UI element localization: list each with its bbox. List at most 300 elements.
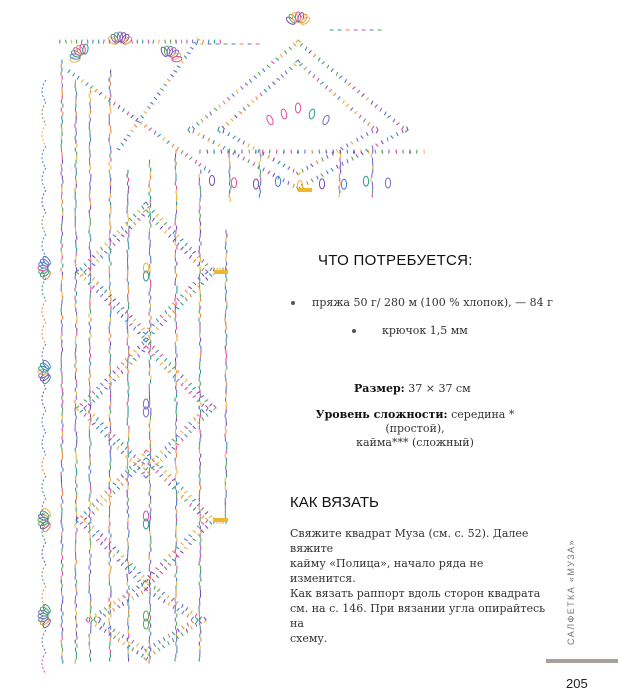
stitch-mark — [298, 40, 300, 42]
stitch-mark — [283, 179, 284, 182]
stitch-mark — [125, 471, 127, 474]
stitch-mark — [97, 426, 99, 428]
stitch-mark — [152, 324, 155, 326]
stitch-mark — [202, 404, 204, 406]
stitch-mark — [130, 459, 132, 461]
stitch-mark — [249, 150, 250, 153]
stitch-mark — [181, 151, 183, 154]
stitch-mark — [201, 522, 204, 524]
stitch-mark — [131, 115, 133, 117]
stitch-mark — [121, 235, 124, 237]
stitch-mark — [153, 651, 155, 654]
stitch-mark — [141, 591, 142, 594]
stitch-mark — [263, 152, 264, 155]
stitch-mark — [176, 435, 179, 437]
stitch-mark — [163, 638, 165, 641]
stitch-mark — [189, 423, 192, 425]
stitch-mark — [152, 346, 154, 348]
stitch-mark — [173, 239, 175, 242]
stitch-mark — [263, 69, 265, 72]
stitch-mark — [172, 639, 173, 642]
stitch-mark — [367, 133, 368, 136]
scallop-mark — [42, 212, 46, 234]
stitch-mark — [105, 290, 107, 293]
stitch-mark — [305, 47, 306, 50]
stitch-mark — [117, 367, 119, 369]
stitch-mark — [190, 294, 192, 297]
stitch-mark — [148, 214, 150, 217]
stitch-mark — [84, 526, 86, 528]
stitch-mark — [103, 40, 104, 43]
stitch-mark — [189, 495, 192, 497]
stitch-mark — [208, 170, 210, 173]
stitch-mark — [191, 621, 193, 623]
stitch-mark — [114, 636, 116, 639]
stitch-mark — [189, 535, 192, 537]
stitch-mark — [147, 206, 150, 208]
stitch-mark — [181, 383, 183, 385]
stitch-mark — [165, 231, 167, 233]
stitch-mark — [124, 139, 127, 141]
stitch-mark — [156, 358, 158, 360]
stitch-mark — [154, 644, 156, 647]
stitch-mark — [186, 608, 188, 611]
stitch-mark — [99, 93, 101, 95]
stitch-mark — [387, 138, 388, 141]
stitch-mark — [210, 274, 212, 276]
stitch-mark — [92, 534, 95, 536]
stitch-mark — [154, 594, 156, 597]
stitch-mark — [68, 70, 70, 73]
stitch-mark — [226, 123, 228, 125]
stitch-mark — [88, 410, 90, 413]
stitch-mark — [129, 475, 131, 477]
petal-mark — [295, 103, 300, 113]
stitch-mark — [138, 324, 141, 326]
requirement-hook: крючок 1,5 мм — [382, 324, 468, 337]
stitch-mark — [156, 214, 158, 216]
stitch-mark — [181, 495, 183, 498]
stitch-mark — [84, 264, 86, 266]
stitch-mark — [156, 462, 158, 464]
stitch-mark — [197, 256, 199, 258]
stitch-mark — [105, 491, 107, 493]
stitch-mark — [372, 126, 374, 129]
stitch-mark — [121, 555, 124, 557]
stitch-mark — [298, 173, 300, 175]
stitch-mark — [84, 400, 87, 402]
stitch-mark — [134, 455, 136, 458]
stitch-mark — [92, 400, 94, 402]
stitch-mark — [293, 184, 294, 187]
stitch-mark — [118, 598, 120, 601]
stitch-mark — [148, 350, 150, 353]
stitch-mark — [156, 456, 159, 458]
stitch-mark — [223, 130, 224, 133]
stitch-mark — [173, 551, 175, 553]
stitch-mark — [158, 648, 160, 651]
stitch-mark — [177, 379, 179, 381]
stitch-mark — [184, 547, 187, 549]
stitch-mark — [108, 611, 109, 614]
stitch-mark — [80, 404, 83, 406]
petal-mark — [341, 179, 346, 189]
stitch-mark — [185, 290, 187, 292]
stitch-mark — [88, 516, 91, 518]
stitch-mark — [113, 443, 115, 445]
stitch-mark — [181, 303, 183, 305]
stitch-mark — [218, 130, 220, 133]
stitch-mark — [380, 108, 382, 111]
stitch-mark — [300, 44, 302, 47]
stitch-mark — [190, 503, 192, 506]
highlight-marker — [214, 518, 228, 522]
stitch-mark — [195, 42, 197, 44]
stitch-mark — [381, 141, 383, 144]
stitch-mark — [191, 617, 193, 620]
stitch-mark — [203, 135, 204, 138]
stitch-mark — [84, 272, 86, 275]
stitch-mark — [105, 538, 107, 541]
stitch-mark — [197, 123, 199, 125]
stitch-mark — [235, 115, 237, 117]
stitch-mark — [113, 299, 116, 301]
stitch-mark — [105, 96, 106, 99]
stitch-mark — [130, 324, 133, 326]
stitch-mark — [152, 572, 155, 574]
stitch-mark — [204, 167, 205, 170]
stitch-mark — [329, 89, 331, 91]
stitch-mark — [117, 479, 119, 481]
stitch-mark — [288, 167, 290, 170]
stitch-mark — [101, 534, 103, 537]
stitch-mark — [114, 602, 116, 605]
stitch-mark — [347, 144, 348, 147]
stitch-mark — [347, 160, 348, 163]
scallop-mark — [42, 124, 46, 146]
stitch-mark — [366, 98, 368, 100]
stitch-mark — [207, 150, 208, 153]
stitch-mark — [311, 179, 313, 182]
stitch-mark — [202, 410, 204, 413]
stitch-mark — [214, 108, 217, 110]
stitch-mark — [125, 359, 127, 362]
stitch-mark — [172, 367, 174, 369]
stitch-mark — [182, 605, 183, 608]
stitch-mark — [202, 274, 204, 276]
stitch-mark — [90, 86, 92, 88]
stitch-mark — [336, 72, 337, 75]
stitch-mark — [193, 130, 194, 133]
stitch-mark — [313, 75, 315, 78]
stitch-mark — [164, 84, 167, 86]
stitch-mark — [168, 642, 169, 645]
stitch-mark — [92, 423, 95, 425]
stitch-mark — [146, 202, 148, 205]
stitch-mark — [331, 69, 333, 72]
stitch-mark — [130, 218, 132, 220]
stitch-mark — [101, 430, 103, 432]
stitch-mark — [118, 632, 120, 635]
stitch-mark — [161, 89, 164, 91]
stitch-mark — [134, 470, 136, 472]
stitch-mark — [101, 383, 103, 385]
stitch-mark — [294, 64, 296, 66]
stitch-mark — [92, 278, 94, 281]
stitch-mark — [96, 260, 98, 262]
stitch-mark — [142, 454, 145, 456]
stitch-mark — [138, 346, 140, 349]
stitch-mark — [189, 391, 191, 393]
stitch-mark — [96, 282, 98, 285]
stitch-mark — [169, 443, 171, 446]
stitch-mark — [142, 472, 145, 474]
stitch-mark — [348, 83, 350, 85]
stitch-mark — [168, 603, 170, 606]
stitch-mark — [97, 539, 100, 541]
stitch-mark — [121, 315, 123, 318]
stitch-mark — [197, 526, 199, 528]
stitch-mark — [156, 327, 158, 329]
stitch-mark — [171, 75, 173, 77]
stitch-mark — [273, 174, 275, 177]
stitch-mark — [164, 320, 167, 322]
stitch-mark — [318, 58, 320, 61]
stitch-mark — [113, 435, 115, 437]
stitch-mark — [236, 90, 238, 93]
stitch-mark — [172, 144, 174, 147]
stitch-mark — [92, 512, 94, 515]
stitch-mark — [280, 54, 282, 57]
stitch-mark — [142, 575, 144, 578]
stitch-mark — [117, 559, 120, 561]
stitch-mark — [172, 487, 175, 489]
stitch-mark — [201, 508, 203, 510]
stitch-mark — [99, 617, 101, 619]
stitch-mark — [202, 260, 204, 263]
stitch-mark — [189, 287, 192, 289]
stitch-mark — [307, 166, 308, 169]
stitch-mark — [238, 139, 240, 142]
stitch-mark — [181, 61, 183, 63]
stitch-mark — [84, 520, 86, 522]
stitch-mark — [258, 72, 260, 75]
scallop-mark — [42, 278, 46, 300]
stitch-mark — [160, 572, 163, 574]
stitch-mark — [321, 82, 324, 84]
stitch-mark — [278, 161, 280, 164]
stitch-mark — [245, 83, 247, 85]
stitch-mark — [397, 123, 399, 125]
stitch-mark — [193, 251, 196, 253]
stitch-mark — [258, 149, 259, 152]
stitch-mark — [202, 418, 204, 421]
stitch-mark — [185, 427, 187, 429]
stitch-mark — [77, 76, 79, 79]
stitch-mark — [158, 597, 160, 600]
stitch-mark — [129, 227, 131, 229]
stitch-mark — [243, 141, 244, 144]
stitch-mark — [185, 154, 187, 157]
page-number: 205 — [566, 676, 588, 691]
stitch-mark — [193, 499, 196, 501]
scallop-mark — [42, 168, 46, 190]
stitch-mark — [283, 164, 285, 167]
how-to-line: см. на с. 146. При вязании угла опирайтесь на — [290, 602, 546, 630]
stitch-mark — [164, 600, 165, 603]
stitch-mark — [142, 328, 145, 330]
stitch-mark — [160, 354, 163, 356]
stitch-mark — [168, 79, 170, 81]
stitch-mark — [76, 408, 78, 410]
stitch-mark — [117, 303, 119, 305]
stitch-mark — [164, 471, 166, 473]
stitch-mark — [80, 522, 83, 524]
how-to-line: схему. — [290, 632, 328, 645]
stitch-mark — [362, 94, 364, 96]
stitch-mark — [319, 150, 320, 153]
stitch-mark — [156, 350, 158, 352]
stitch-mark — [160, 323, 162, 325]
stitch-mark — [105, 547, 107, 549]
stitch-mark — [190, 157, 192, 159]
stitch-mark — [169, 634, 170, 637]
scallop-mark — [42, 564, 46, 586]
stitch-mark — [359, 115, 361, 118]
stitch-mark — [165, 311, 167, 314]
stitch-mark — [151, 102, 154, 104]
stitch-mark — [168, 227, 170, 229]
scallop-mark — [42, 300, 46, 322]
stitch-mark — [385, 112, 386, 115]
stitch-mark — [214, 405, 216, 408]
stitch-mark — [177, 243, 179, 245]
stitch-mark — [193, 396, 196, 398]
stitch-mark — [181, 375, 183, 377]
stitch-mark — [322, 62, 324, 64]
stitch-mark — [167, 141, 169, 143]
stitch-mark — [142, 336, 144, 338]
stitch-mark — [220, 40, 221, 43]
stitch-mark — [95, 89, 97, 91]
scallop-mark — [42, 630, 46, 652]
stitch-mark — [84, 408, 86, 411]
stitch-mark — [342, 162, 343, 165]
stitch-mark — [181, 543, 183, 545]
stitch-mark — [123, 642, 125, 644]
stitch-mark — [172, 598, 174, 600]
stitch-mark — [121, 563, 123, 566]
scallop-mark — [42, 102, 46, 124]
stitch-mark — [172, 448, 175, 450]
stitch-mark — [248, 144, 249, 147]
stitch-mark — [96, 508, 98, 511]
stitch-mark — [193, 531, 196, 533]
stitch-mark — [205, 518, 208, 520]
stitch-mark — [311, 164, 313, 166]
stitch-mark — [204, 617, 206, 620]
stitch-mark — [353, 150, 354, 153]
stitch-mark — [173, 231, 175, 234]
stitch-mark — [117, 550, 119, 553]
stitch-mark — [219, 105, 221, 108]
stitch-mark — [134, 327, 136, 330]
stitch-mark — [178, 629, 179, 632]
stitch-mark — [371, 101, 372, 104]
stitch-mark — [146, 338, 149, 340]
stitch-mark — [210, 522, 212, 524]
stitch-mark — [327, 171, 328, 174]
stitch-mark — [88, 404, 90, 406]
stitch-mark — [121, 40, 122, 43]
scallop-mark — [42, 432, 46, 454]
stitch-mark — [317, 78, 319, 81]
stitch-mark — [382, 150, 383, 153]
stitch-mark — [146, 458, 149, 460]
stitch-mark — [228, 98, 230, 100]
stitch-mark — [297, 150, 298, 153]
stitch-mark — [197, 40, 198, 43]
stitch-mark — [137, 586, 139, 588]
stitch-mark — [113, 306, 115, 309]
stitch-mark — [195, 614, 197, 617]
stitch-mark — [121, 363, 124, 365]
stitch-mark — [125, 447, 127, 450]
stitch-mark — [104, 630, 106, 633]
stitch-mark — [193, 426, 195, 428]
scallop-mark — [42, 542, 46, 564]
stitch-mark — [268, 171, 270, 174]
stitch-mark — [158, 135, 160, 137]
stitch-mark — [138, 458, 141, 460]
stitch-mark — [197, 512, 199, 514]
stitch-mark — [185, 379, 187, 382]
stitch-mark — [205, 512, 207, 514]
stitch-mark — [231, 119, 233, 121]
stitch-mark — [146, 346, 148, 348]
petal-mark — [322, 114, 331, 125]
stitch-mark — [161, 563, 163, 566]
stitch-mark — [202, 516, 204, 518]
stitch-mark — [223, 146, 225, 149]
stitch-mark — [165, 447, 167, 450]
stitch-mark — [146, 332, 148, 334]
stitch-mark — [81, 80, 83, 82]
stitch-mark — [154, 97, 156, 99]
scallop-mark — [42, 80, 46, 102]
stitch-mark — [146, 340, 148, 342]
scallop-mark — [42, 476, 46, 498]
stitch-mark — [134, 567, 136, 570]
stitch-mark — [146, 450, 149, 452]
bullet-dot — [291, 301, 295, 305]
petal-mark — [385, 178, 390, 188]
stitch-mark — [92, 286, 94, 289]
stitch-mark — [101, 495, 103, 498]
stitch-mark — [134, 462, 137, 464]
stitch-mark — [372, 130, 373, 133]
stitch-mark — [117, 239, 120, 241]
stitch-mark — [105, 499, 107, 501]
stitch-mark — [161, 451, 163, 454]
stitch-mark — [289, 47, 291, 49]
stitch-mark — [181, 438, 183, 441]
stitch-mark — [377, 127, 378, 130]
stitch-mark — [182, 611, 184, 614]
stitch-mark — [138, 218, 140, 220]
stitch-mark — [228, 133, 230, 136]
stitch-mark — [307, 182, 308, 185]
